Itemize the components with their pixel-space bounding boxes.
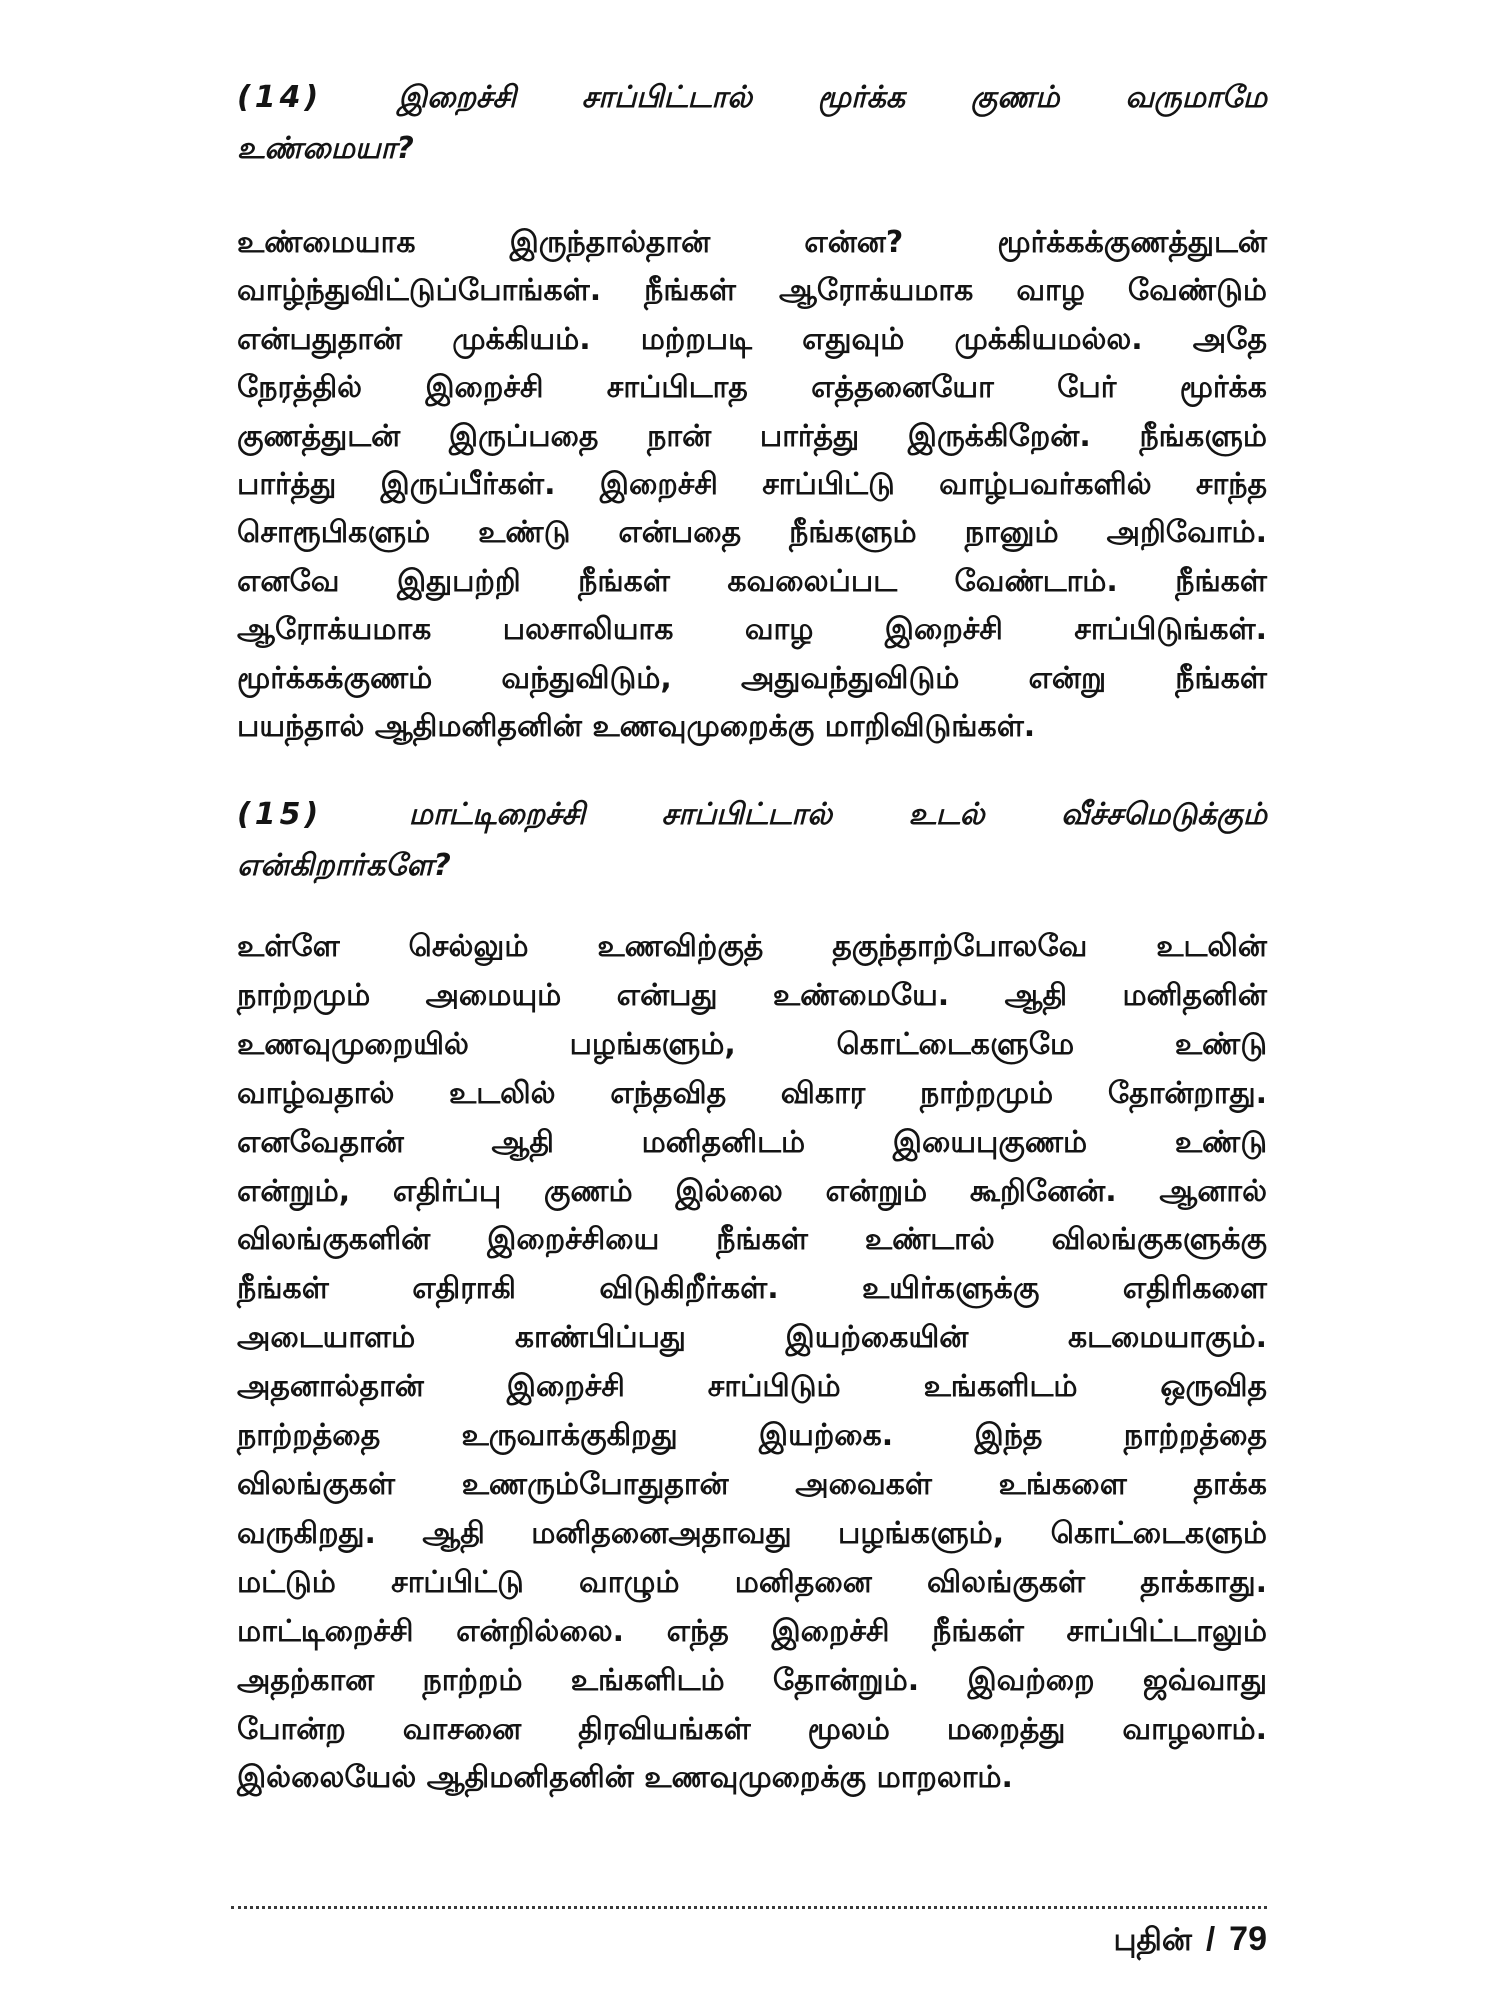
answer-line: நாற்றமும் அமையும் என்பது உண்மையே. ஆதி மனிதனின்	[237, 977, 1267, 1013]
footer-separator: /	[1206, 1920, 1216, 1957]
answer-line: விலங்குகளின் இறைச்சியை நீங்கள் உண்டால் விலங்குகளுக்கு	[237, 1222, 1267, 1258]
heading-line	[237, 72, 1267, 123]
book-title: புதின்	[1113, 1922, 1192, 1957]
answer-line: அதற்கான நாற்றம் உங்களிடம் தோன்றும். இவற்றை ஜவ்வாது	[237, 1662, 1267, 1698]
answer-line: பார்த்து இருப்பீர்கள். இறைச்சி சாப்பிட்டு வாழ்பவர்களில் சாந்த	[237, 467, 1267, 503]
heading-line: என்கிறார்களே?	[237, 848, 451, 883]
heading-line: உண்மையா?	[237, 131, 414, 166]
answer-line: இல்லையேல் ஆதிமனிதனின் உணவுமுறைக்கு மாறலாம்.	[237, 1760, 1013, 1796]
question-15-heading	[237, 789, 1267, 891]
answer-line: நாற்றத்தை உருவாக்குகிறது இயற்கை. இந்த நாற்றத்தை	[237, 1418, 1267, 1454]
answer-line: ஆரோக்யமாக பலசாலியாக வாழ இறைச்சி சாப்பிடுங்கள்.	[237, 612, 1267, 648]
page-number: 79	[1229, 1920, 1267, 1958]
answer-line: என்பதுதான் முக்கியம். மற்றபடி எதுவும் முக்கியமல்ல. அதே	[237, 321, 1267, 357]
answer-line: சொரூபிகளும் உண்டு என்பதை நீங்களும் நானும் அறிவோம்.	[237, 515, 1267, 551]
answer-line: மட்டும் சாப்பிட்டு வாழும் மனிதனை விலங்குகள் தாக்காது.	[237, 1564, 1267, 1600]
answer-line: எனவேதான் ஆதி மனிதனிடம் இயைபுகுணம் உண்டு	[237, 1124, 1267, 1160]
answer-line: உணவுமுறையில் பழங்களும், கொட்டைகளுமே உண்டு	[237, 1026, 1267, 1062]
heading-text: இறைச்சி சாப்பிட்டால் மூர்க்க குணம் வருமாமே	[397, 80, 1267, 115]
answer-line: மாட்டிறைச்சி என்றில்லை. எந்த இறைச்சி நீங்கள் சாப்பிட்டாலும்	[237, 1613, 1267, 1649]
answer-line: வாழ்வதால் உடலில் எந்தவித விகார நாற்றமும் தோன்றாது.	[237, 1075, 1267, 1111]
answer-line: உண்மையாக இருந்தால்தான் என்ன? மூர்க்கக்குணத்துடன்	[237, 225, 1267, 260]
answer-line: மூர்க்கக்குணம் வந்துவிடும், அதுவந்துவிடும் என்று நீங்கள்	[237, 660, 1267, 696]
answer-line: குணத்துடன் இருப்பதை நான் பார்த்து இருக்கிறேன். நீங்களும்	[237, 418, 1267, 454]
answer-line: வருகிறது. ஆதி மனிதனைஅதாவது பழங்களும், கொட்டைகளும்	[237, 1515, 1267, 1551]
heading-text: மாட்டிறைச்சி சாப்பிட்டால் உடல் வீச்சமெடுக்கும்	[408, 797, 1267, 832]
answer-line: பயந்தால் ஆதிமனிதனின் உணவுமுறைக்கு மாறிவிடுங்கள்.	[237, 709, 1036, 745]
answer-line: உள்ளே செல்லும் உணவிற்குத் தகுந்தாற்போலவே உடலின்	[237, 929, 1267, 964]
question-15-answer	[237, 923, 1267, 1803]
answer-line: விலங்குகள் உணரும்போதுதான் அவைகள் உங்களை தாக்க	[237, 1466, 1267, 1502]
question-number: (14)	[237, 80, 323, 115]
answer-line: வாழ்ந்துவிட்டுப்போங்கள். நீங்கள் ஆரோக்யமாக வாழ வேண்டும்	[237, 273, 1267, 309]
page-footer	[1113, 1918, 1267, 1961]
answer-line: அடையாளம் காண்பிப்பது இயற்கையின் கடமையாகும்.	[237, 1320, 1267, 1356]
question-14-answer	[237, 219, 1267, 751]
answer-line: நீங்கள் எதிராகி விடுகிறீர்கள். உயிர்களுக்கு எதிரிகளை	[237, 1271, 1267, 1307]
answer-line: போன்ற வாசனை திரவியங்கள் மூலம் மறைத்து வாழலாம்.	[237, 1711, 1267, 1747]
page-divider	[231, 1906, 1267, 1909]
answer-line: எனவே இதுபற்றி நீங்கள் கவலைப்பட வேண்டாம். நீங்கள்	[237, 563, 1267, 599]
heading-line	[237, 789, 1267, 840]
answer-line: என்றும், எதிர்ப்பு குணம் இல்லை என்றும் கூறினேன். ஆனால்	[237, 1173, 1267, 1209]
answer-line: நேரத்தில் இறைச்சி சாப்பிடாத எத்தனையோ பேர் மூர்க்க	[237, 370, 1267, 406]
question-14-heading	[237, 72, 1267, 174]
answer-line: அதனால்தான் இறைச்சி சாப்பிடும் உங்களிடம் ஒருவித	[237, 1369, 1267, 1405]
question-number: (15)	[237, 797, 323, 832]
